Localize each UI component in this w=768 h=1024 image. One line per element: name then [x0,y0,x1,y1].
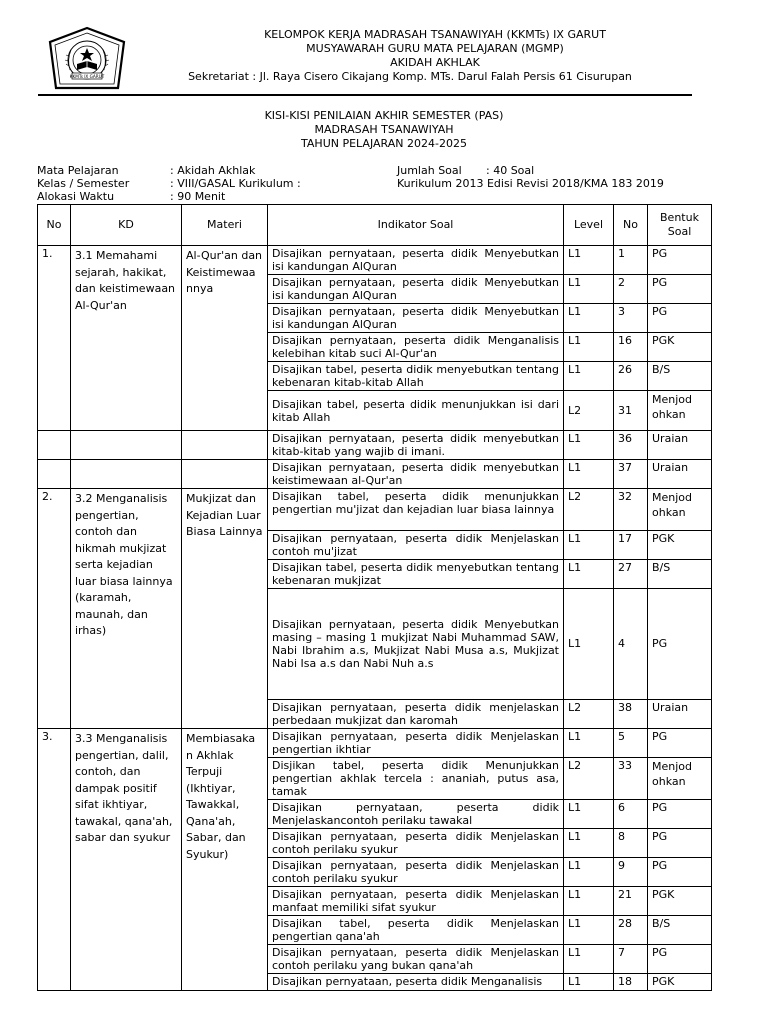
cell-bentuk: PG [648,589,712,700]
header-materi: Materi [182,205,268,246]
cell-kd [71,460,182,489]
cell-no: 2. [38,489,71,729]
cell-level: L1 [564,916,614,945]
cell-bentuk: Menjod ohkan [648,391,712,431]
cell-level: L1 [564,829,614,858]
kisi-kisi-table [37,204,712,991]
cell-indikator: Disajikan tabel, peserta didik menyebutkan tentang kebenaran kitab-kitab Allah [268,362,564,391]
cell-bentuk: PG [648,729,712,758]
cell-indikator: Disajikan pernyataan, peserta didik Menjelaskan contoh perilaku syukur [268,829,564,858]
cell-bentuk: PG [648,858,712,887]
cell-indikator: Disajikan tabel, peserta didik menyebutkan tentang kebenaran mukjizat [268,560,564,589]
cell-no [38,431,71,460]
cell-no-soal: 2 [614,275,648,304]
cell-indikator: Disajikan pernyataan, peserta didik Menyebutkan isi kandungan AlQuran [268,275,564,304]
meta-alokasi-label: Alokasi Waktu [37,190,115,203]
cell-level: L1 [564,246,614,275]
cell-no-soal: 27 [614,560,648,589]
cell-level: L1 [564,800,614,829]
cell-indikator: Disajikan pernyataan, peserta didik Menjelaskancontoh perilaku tawakal [268,800,564,829]
table-row [38,246,712,275]
cell-level: L1 [564,275,614,304]
header-indikator: Indikator Soal [268,205,564,246]
cell-bentuk: B/S [648,362,712,391]
cell-level: L2 [564,700,614,729]
cell-bentuk: PGK [648,333,712,362]
header-no-soal: No [614,205,648,246]
cell-indikator: Disajikan pernyataan, peserta didik menyebutkan keistimewaan al-Qur'an [268,460,564,489]
cell-indikator: Disajikan pernyataan, peserta didik Menjelaskan contoh perilaku syukur [268,858,564,887]
cell-no-soal: 17 [614,531,648,560]
header-rule [38,94,692,96]
cell-kd: 3.1 Memahami sejarah, hakikat, dan keistimewaan Al-Qur'an [71,246,182,431]
meta-kelas-value: : VIII/GASAL Kurikulum : [170,177,301,190]
cell-materi: Mukjizat dan Kejadian Luar Biasa Lainnya [182,489,268,729]
cell-bentuk: PG [648,829,712,858]
cell-no-soal: 8 [614,829,648,858]
cell-bentuk: PGK [648,974,712,991]
cell-level: L1 [564,460,614,489]
cell-no-soal: 31 [614,391,648,431]
cell-bentuk: PGK [648,887,712,916]
cell-no-soal: 1 [614,246,648,275]
cell-kd: 3.3 Menganalisis pengertian, dalil, contoh, dan dampak positif sifat ikhtiyar, tawakal, qana'ah, sabar dan syukur [71,729,182,991]
cell-bentuk: PG [648,304,712,333]
cell-no-soal: 9 [614,858,648,887]
cell-indikator: Disajikan pernyataan, peserta didik Menyebutkan isi kandungan AlQuran [268,246,564,275]
cell-no-soal: 3 [614,304,648,333]
meta-alokasi-value: : 90 Menit [170,190,226,203]
cell-materi: Membiasaka n Akhlak Terpuji (Ikhtiyar, Tawakkal, Qana'ah, Sabar, dan Syukur) [182,729,268,991]
title-line-1: KISI-KISI PENILAIAN AKHIR SEMESTER (PAS) [264,109,504,122]
cell-indikator: Disajikan tabel, peserta didik menunjukkan pengertian mu'jizat dan kejadian luar biasa lainnya [268,489,564,531]
cell-bentuk: PGK [648,531,712,560]
cell-level: L1 [564,974,614,991]
cell-level: L1 [564,589,614,700]
header-no: No [38,205,71,246]
cell-level: L1 [564,858,614,887]
cell-level: L2 [564,758,614,800]
cell-no: 3. [38,729,71,991]
meta-kurikulum-value: Kurikulum 2013 Edisi Revisi 2018/KMA 183 2019 [397,177,664,190]
title-line-3: TAHUN PELAJARAN 2024-2025 [301,137,467,150]
cell-no-soal: 18 [614,974,648,991]
header-address: Sekretariat : Jl. Raya Cisero Cikajang Komp. MTs. Darul Falah Persis 61 Cisurupan [188,70,632,83]
cell-indikator: Disajikan pernyataan, peserta didik Menjelaskan contoh perilaku yang bukan qana'ah [268,945,564,974]
cell-bentuk: Uraian [648,700,712,729]
cell-no-soal: 28 [614,916,648,945]
meta-jumlah-label: Jumlah Soal [397,164,462,177]
cell-level: L1 [564,304,614,333]
cell-indikator: Disajikan pernyataan, peserta didik Menjelaskan contoh mu'jizat [268,531,564,560]
header-line-2: MUSYAWARAH GURU MATA PELAJARAN (MGMP) [306,42,564,55]
kkmts-logo [46,26,128,94]
cell-level: L1 [564,333,614,362]
cell-indikator: Disajikan pernyataan, peserta didik menyebutkan kitab-kitab yang wajib di imani. [268,431,564,460]
cell-no-soal: 38 [614,700,648,729]
cell-bentuk: Uraian [648,431,712,460]
meta-jumlah-value: : 40 Soal [486,164,535,177]
cell-no [38,460,71,489]
cell-no: 1. [38,246,71,431]
cell-no-soal: 36 [614,431,648,460]
cell-bentuk: Menjod ohkan [648,758,712,800]
cell-bentuk: PG [648,800,712,829]
cell-indikator: Disajikan pernyataan, peserta didik Menganalisis [268,974,564,991]
cell-bentuk: B/S [648,916,712,945]
cell-level: L2 [564,391,614,431]
table-row [38,489,712,531]
cell-bentuk: Menjod ohkan [648,489,712,531]
table-row [38,460,712,489]
cell-no-soal: 6 [614,800,648,829]
cell-bentuk: B/S [648,560,712,589]
cell-no-soal: 37 [614,460,648,489]
cell-no-soal: 32 [614,489,648,531]
cell-indikator: Disajikan pernyataan, peserta didik Menjelaskan manfaat memiliki sifat syukur [268,887,564,916]
cell-indikator: Disajikan pernyataan, peserta didik Menyebutkan masing – masing 1 mukjizat Nabi Muhammad SAW, Nabi Ibrahim a.s, Mukjizat Nabi Musa a.s, Mukjizat Nabi Isa a.s dan Nabi Nuh a.s [268,589,564,700]
title-line-2: MADRASAH TSANAWIYAH [314,123,454,136]
cell-indikator: Disajikan pernyataan, peserta didik Menganalisis kelebihan kitab suci Al-Qur'an [268,333,564,362]
cell-indikator: Disajikan pernyataan, peserta didik menjelaskan perbedaan mukjizat dan karomah [268,700,564,729]
cell-indikator: Disjikan tabel, peserta didik Menunjukkan pengertian akhlak tercela : ananiah, putus asa, tamak [268,758,564,800]
cell-no-soal: 26 [614,362,648,391]
table-header-row [38,205,712,246]
cell-no-soal: 33 [614,758,648,800]
table-row [38,729,712,758]
cell-bentuk: PG [648,945,712,974]
cell-no-soal: 21 [614,887,648,916]
cell-level: L1 [564,945,614,974]
cell-bentuk: PG [648,246,712,275]
cell-indikator: Disajikan pernyataan, peserta didik Menjelaskan pengertian ikhtiar [268,729,564,758]
meta-mapel-value: : Akidah Akhlak [170,164,256,177]
cell-materi [182,460,268,489]
cell-no-soal: 4 [614,589,648,700]
cell-materi [182,431,268,460]
cell-level: L2 [564,489,614,531]
header-level: Level [564,205,614,246]
meta-kelas-label: Kelas / Semester [37,177,130,190]
cell-indikator: Disajikan tabel, peserta didik Menjelaskan pengertian qana'ah [268,916,564,945]
cell-no-soal: 16 [614,333,648,362]
cell-no-soal: 7 [614,945,648,974]
cell-materi: Al-Qur'an dan Keistimewaa nnya [182,246,268,431]
cell-kd: 3.2 Menganalisis pengertian, contoh dan hikmah mukjizat serta kejadian luar biasa lainnya (karamah, maunah, dan irhas) [71,489,182,729]
cell-indikator: Disajikan pernyataan, peserta didik Menyebutkan isi kandungan AlQuran [268,304,564,333]
cell-indikator: Disajikan tabel, peserta didik menunjukkan isi dari kitab Allah [268,391,564,431]
cell-no-soal: 5 [614,729,648,758]
cell-kd [71,431,182,460]
cell-level: L1 [564,362,614,391]
cell-level: L1 [564,887,614,916]
header-line-3: AKIDAH AKHLAK [390,56,480,69]
table-row [38,431,712,460]
header-kd: KD [71,205,182,246]
cell-level: L1 [564,431,614,460]
header-line-1: KELOMPOK KERJA MADRASAH TSANAWIYAH (KKMTs) IX GARUT [264,28,606,41]
meta-mapel-label: Mata Pelajaran [37,164,119,177]
logo-caption: KKMTs IX GARUT [69,74,105,79]
header-bentuk: Bentuk Soal [648,205,712,246]
cell-level: L1 [564,729,614,758]
cell-bentuk: PG [648,275,712,304]
cell-level: L1 [564,531,614,560]
cell-level: L1 [564,560,614,589]
cell-bentuk: Uraian [648,460,712,489]
